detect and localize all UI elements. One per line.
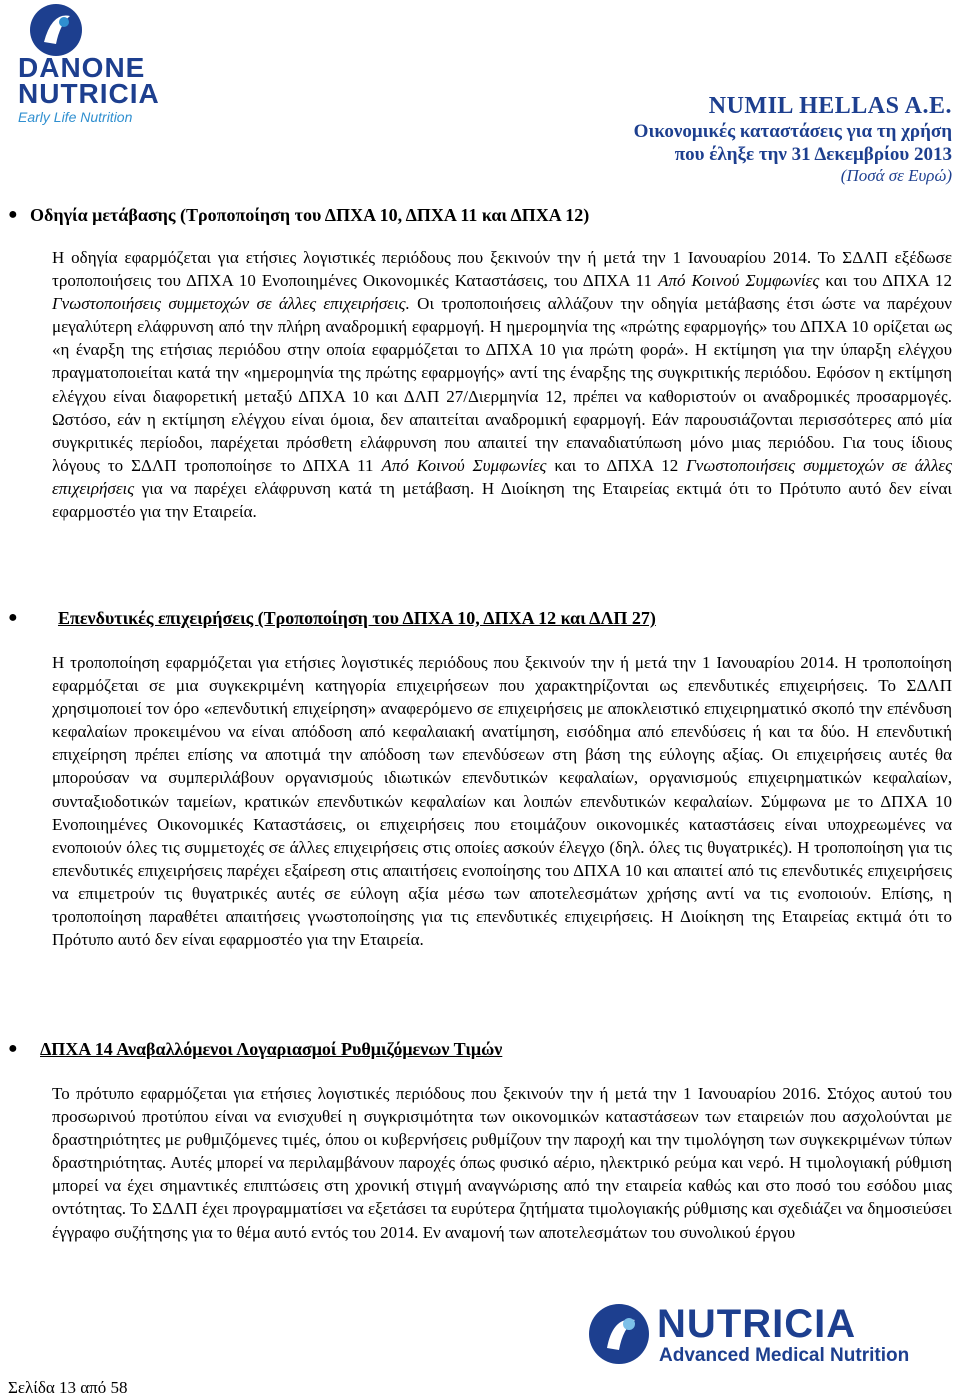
s1-text-a: Η οδηγία εφαρμόζεται για ετήσιες λογιστικές περιόδους που ξεκινούν την ή μετά την 1 Ιανουαρίου 2014. Το ΣΔΛΠ εξέδωσε τροποποιήσεις του ΔΠΧΑ 10 Ενοποιημένες Οικονομικές Καταστάσεις, του ΔΠΧΑ 11 (52, 248, 952, 291)
s1-ital-b: Γνωστοποιήσεις συμμετοχών σε άλλες επιχειρήσεις. (52, 294, 410, 314)
s1-ital-d: Γνωστοποιήσεις συμμετοχών σε άλλες επιχειρήσεις (52, 455, 953, 498)
page-number: Σελίδα 13 από 58 (8, 1378, 128, 1397)
nutricia-logo (585, 1300, 955, 1372)
section1-body (52, 246, 952, 523)
section1-heading (8, 204, 590, 226)
section2-heading-text: Επενδυτικές επιχειρήσεις (Τροποποίηση του ΔΠΧΑ 10, ΔΠΧΑ 12 και ΔΛΠ 27) (58, 608, 656, 628)
danone-emblem-icon (26, 2, 86, 58)
s1-text-e: για να παρέχει ελάφρυνση κατά τη μετάβαση. Η Διοίκηση της Εταιρείας εκτιμά ότι το Πρότυπο αυτό δεν είναι εφαρμοστέο για την Εταιρεία. (52, 478, 953, 522)
report-title: Οικονομικές καταστάσεις για τη χρήση (633, 120, 952, 142)
bullet-icon: ● (8, 206, 18, 223)
section1-heading-text: Οδηγία μετάβασης (Τροποποίηση του ΔΠΧΑ 10, ΔΠΧΑ 11 και ΔΠΧΑ 12) (30, 205, 590, 225)
bullet-icon: ● (8, 609, 18, 626)
section2-paragraph: Η τροποποίηση εφαρμόζεται για ετήσιες λογιστικές περιόδους που ξεκινούν την ή μετά την 1 Ιανουαρίου 2014. Η τροποποίηση εφαρμόζεται σε μια συγκεκριμένη κατηγορία επιχειρήσεων που χαρακτηρίζονται ως επενδυτικές επιχειρήσεις. Το ΣΔΛΠ χρησιμοποιεί τον όρο «επενδυτική επιχείρηση» αναφερόμενο σε επιχειρήσεις με αποκλειστικό επιχειρηματικό σκοπό την επένδυση κεφαλαίων προκειμένου να είναι απόδοση από κεφαλαιακή ανατίμηση, εισόδημα από επενδύσεις ή και τα δύο. Η επενδυτική επιχείρηση πρέπει επίσης να αποτιμά την απόδοση των επενδύσεων στη βάση της εύλογης αξίας. Οι επιχειρήσεις αυτές θα μπορούσαν να συμπεριλάβουν οργανισμούς ιδιωτικών επενδυτικών κεφαλαίων, οργανισμούς επιχειρηματικών κεφαλαίων, συνταξιοδοτικών ταμείων, κρατικών επενδυτικών κεφαλαίων και λοιπών επενδυτικών κεφαλαίων. Σύμφωνα με το ΔΠΧΑ 10 Ενοποιημένες Οικονομικές Καταστάσεις, οι επιχειρήσεις που ετοιμάζουν οικονομικές καταστάσεις είναι υποχρεωμένες να ενοποιούν όλες τις συμμετοχές σε άλλες επιχειρήσεις στις οποίες ασκούν έλεγχο (δηλ. όλες τις θυγατρικές). Η τροποποίηση για τις επενδυτικές επιχειρήσεις παρέχει εξαίρεση στις απαιτήσεις ενοποίησης του ΔΠΧΑ 10 και απαιτεί από τις επενδυτικές επιχειρήσεις να επιμετρούν τις θυγατρικές αυτές σε εύλογη αξία μέσω των αποτελεσμάτων χρήσης αντί να τις ενοποιούν. Επίσης, η τροποποίηση παραθέτει απαιτήσεις γνωστοποίησης για τις επενδυτικές επιχειρήσεις. Η Διοίκηση της Εταιρείας εκτιμά ότι το Πρότυπο αυτό δεν είναι εφαρμοστέο για την Εταιρεία. (52, 653, 952, 950)
section3-body (52, 1082, 952, 1244)
report-period: που έληξε την 31 Δεκεμβρίου 2013 (674, 143, 952, 165)
nutricia-emblem-icon (587, 1302, 651, 1366)
section3-paragraph: Το πρότυπο εφαρμόζεται για ετήσιες λογιστικές περιόδους που ξεκινούν την ή μετά την 1 Ιανουαρίου 2016. Στόχος αυτού του προσωρινού προτύπου είναι να ενισχυθεί η συγκρισιμότητα των οικονομικών καταστάσεων των εταιρειών που ασχολούνται με δραστηριότητες με ρυθμιζόμενες τιμές, όπου οι κυβερνήσεις ρυθμίζουν την παροχή και την τιμολόγηση των συγκεκριμένων τύπων δραστηριότητας. Αυτές μπορεί να περιλαμβάνουν παροχές όπως φυσικό αέριο, ηλεκτρικό ρεύμα και νερό. Η τιμολογιακή ρύθμιση μπορεί να έχει σημαντικές επιπτώσεις στη χρονική στιγμή αναγνώρισης από την εταιρεία καθώς και στο ποσό του εσόδου μιας οντότητας. Το ΣΔΛΠ έχει προγραμματίσει να εξετάσει τα ευρύτερα ζητήματα τιμολογιακής ρύθμισης και σχεδιάζει να δημοσιεύσει έγγραφο συζήτησης για το θέμα αυτό εντός του 2014. Εν αναμονή των αποτελεσμάτων του συνολικού έργου (52, 1084, 952, 1242)
bullet-icon: ● (8, 1040, 18, 1057)
s1-text-b: και του ΔΠΧΑ 12 (825, 271, 953, 291)
report-header (634, 92, 952, 187)
section2-body (52, 651, 952, 951)
section3-heading-text: ΔΠΧΑ 14 Αναβαλλόμενοι Λογαριασμοί Ρυθμιζόμενων Τιμών (40, 1039, 503, 1059)
danone-nutricia-logo (8, 2, 178, 125)
section3-heading (8, 1038, 503, 1060)
company-name: NUMIL HELLAS A.E. (708, 93, 952, 119)
danone-wordmark: DANONE NUTRICIA Early Life Nutrition (18, 52, 160, 125)
section2-heading (8, 607, 656, 629)
nutricia-tagline: Advanced Medical Nutrition (659, 1345, 910, 1366)
s1-ital-a: Από Κοινού Συμφωνίες (658, 271, 820, 291)
s1-text-d: και το ΔΠΧΑ 12 (554, 455, 679, 475)
currency-note: (Ποσά σε Ευρώ) (840, 166, 952, 186)
s1-ital-c: Από Κοινού Συμφωνίες (381, 455, 547, 475)
s1-text-c: Οι τροποποιήσεις αλλάζουν την οδηγία μετάβασης έτσι ώστε να παρέχουν μεγαλύτερη ελάφρυνση από την πλήρη αναδρομική εφαρμογή. Η ημερομηνία της «πρώτης εφαρμογής» του ΔΠΧΑ 10 ορίζεται ως «η έναρξη της ετήσιας περιόδου στην οποία εφαρμόζεται το ΔΠΧΑ 10 για πρώτη φορά». Η εκτίμηση για την ύπαρξη ελέγχου πραγματοποιείται κατά την «ημερομηνία της πρώτης εφαρμογής» αντί της έναρξης της συγκριτικής περιόδου. Εφόσον η εκτίμηση ελέγχου είναι διαφορετική μεταξύ ΔΠΧΑ 10 και ΔΛΠ 27/Διερμηνία 12, πρέπει να καθοριστούν οι αναδρομικές προσαρμογές. Ωστόσο, εάν η εκτίμηση ελέγχου είναι όμοια, δεν απαιτείται αναδρομική εφαρμογή. Εάν παρουσιάζονται περισσότερες από μία συγκριτικές περίοδοι, παρέχεται πρόσθετη ελάφρυνση που απαιτεί την επαναδιατύπωση μόνο μιας περιόδου. Για τους ίδιους λόγους το ΣΔΛΠ τροποποίησε το ΔΠΧΑ 11 (52, 294, 952, 475)
nutricia-wordmark: NUTRICIA (657, 1302, 857, 1346)
